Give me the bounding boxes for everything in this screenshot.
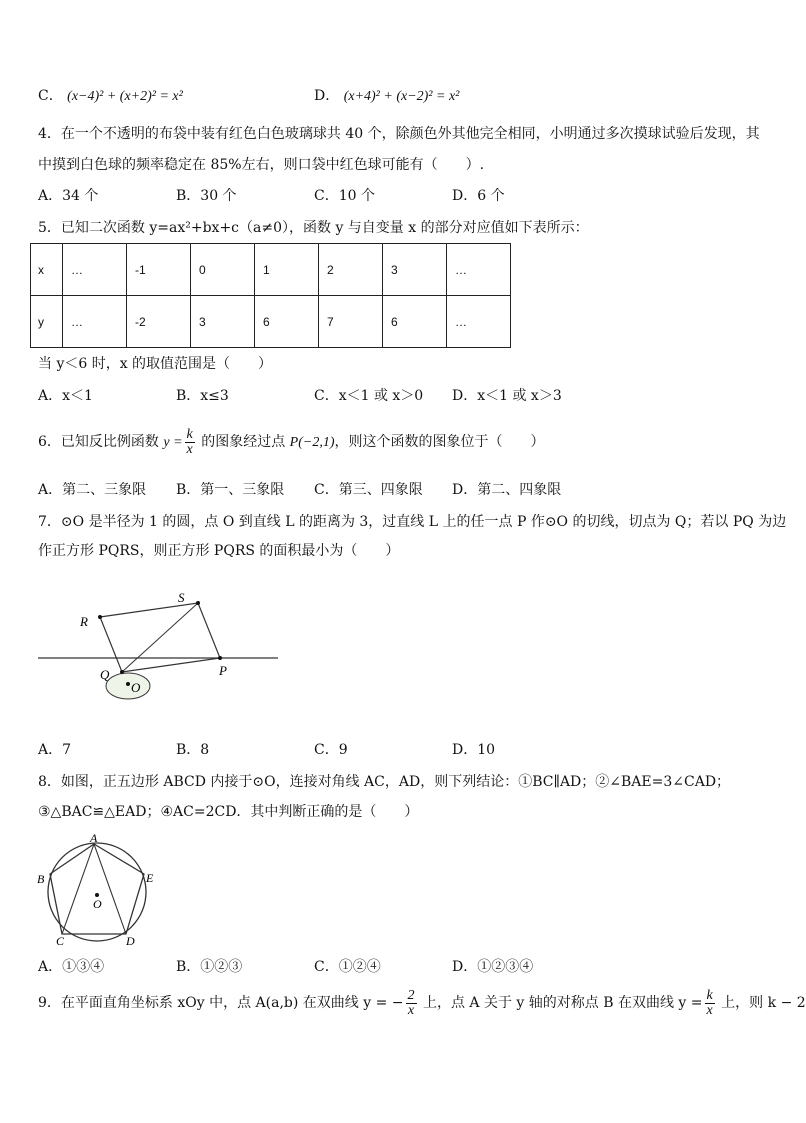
q9-stem xyxy=(38,985,806,1021)
q9-fraction-1-numerator: 2 xyxy=(407,987,415,1003)
table-cell: … xyxy=(447,296,511,348)
q4-option-a: A．34 个 xyxy=(38,188,99,204)
q3-option-d-expr: (x+4)² + (x−2)² = x² xyxy=(343,89,460,104)
q9-stem-part-c: 上，则 k − 2 xyxy=(716,995,806,1011)
q7-option-b: B．8 xyxy=(176,742,210,758)
table-cell: y xyxy=(31,296,63,348)
table-cell: … xyxy=(63,296,127,348)
q6-stem-part-a: 6．已知反比例函数 xyxy=(38,434,164,450)
diagonal-qs xyxy=(122,603,198,672)
q3-option-d-label: D． xyxy=(314,88,340,104)
q9-fraction-2 xyxy=(705,989,715,1018)
q6-option-c: C．第三、四象限 xyxy=(314,482,423,498)
q4-stem-line1: 4．在一个不透明的布袋中装有红色白色玻璃球共 40 个，除颜色外其他完全相同，小明通过多次摸球试验后发现，其 xyxy=(38,126,760,142)
q7-stem-line1: 7．⊙O 是半径为 1 的圆，点 O 到直线 L 的距离为 3，过直线 L 上的任一点 P 作⊙O 的切线，切点为 Q；若以 PQ 为边 xyxy=(38,514,787,530)
q5-option-d: D．x＜1 或 x＞3 xyxy=(452,388,562,404)
q6-fraction xyxy=(185,428,195,457)
q4-option-d: D．6 个 xyxy=(452,188,505,204)
q5-question: 当 y＜6 时，x 的取值范围是（ ） xyxy=(38,356,273,372)
q5-option-c: C．x＜1 或 x＞0 xyxy=(314,388,424,404)
label-o: O xyxy=(93,897,102,911)
q9-fraction-2-denominator: x xyxy=(706,1002,713,1018)
q9-fraction-1-denominator: x xyxy=(407,1002,415,1018)
q7-option-d: D．10 xyxy=(452,742,496,758)
q6-stem-part-c: ，则这个函数的图象位于（ ） xyxy=(334,434,545,450)
label-p: P xyxy=(219,663,227,678)
label-o: O xyxy=(131,680,141,695)
q8-option-d: D．①②③④ xyxy=(452,959,534,975)
q6-stem-part-b: 的图象经过点 xyxy=(196,434,290,450)
q4-option-c: C．10 个 xyxy=(314,188,375,204)
q6-option-b: B．第一、三象限 xyxy=(176,482,285,498)
label-d: D xyxy=(126,934,135,948)
table-cell: 3 xyxy=(191,296,255,348)
label-e: E xyxy=(146,871,154,885)
q6-option-a: A．第二、三象限 xyxy=(38,482,147,498)
q6-fraction-numerator: k xyxy=(186,426,193,442)
q3-option-c-expr: (x−4)² + (x+2)² = x² xyxy=(67,89,183,104)
q7-figure xyxy=(30,585,290,705)
table-cell: 1 xyxy=(255,244,319,296)
label-a: A xyxy=(90,831,98,845)
table-cell: -2 xyxy=(127,296,191,348)
q6-point: P(−2,1) xyxy=(289,435,335,450)
diagonal-ad xyxy=(94,844,126,934)
q7-option-a: A．7 xyxy=(38,742,72,758)
table-cell: -1 xyxy=(127,244,191,296)
pentagon-abcde xyxy=(50,844,144,934)
q8-option-c: C．①②④ xyxy=(314,959,381,975)
q6-option-d: D．第二、四象限 xyxy=(452,482,562,498)
table-row xyxy=(31,244,511,296)
q5-stem: 5．已知二次函数 y=ax²+bx+c（a≠0），函数 y 与自变量 x 的部分对应值如下表所示： xyxy=(38,220,589,236)
q9-fraction-1 xyxy=(406,989,417,1018)
q9-stem-part-a: 9．在平面直角坐标系 xOy 中，点 A(a,b) 在双曲线 y = − xyxy=(38,995,404,1011)
q6-stem xyxy=(38,424,544,461)
q8-option-b: B．①②③ xyxy=(176,959,243,975)
table-cell: 6 xyxy=(383,296,447,348)
q5-option-b: B．x≤3 xyxy=(176,388,229,404)
q5-value-table xyxy=(30,243,511,348)
label-s: S xyxy=(178,590,185,605)
q7-stem-line2: 作正方形 PQRS，则正方形 PQRS 的面积最小为（ ） xyxy=(38,543,400,559)
circumcircle xyxy=(48,843,146,941)
q8-figure xyxy=(30,830,170,950)
diagonal-ac xyxy=(62,844,94,934)
table-cell: 7 xyxy=(319,296,383,348)
table-row xyxy=(31,296,511,348)
table-cell: … xyxy=(63,244,127,296)
q9-stem-part-b: 上，点 A 关于 y 轴的对称点 B 在双曲线 y = xyxy=(418,995,703,1011)
label-c: C xyxy=(56,934,65,948)
q6-fraction-denominator: x xyxy=(186,441,193,457)
q4-stem-line2: 中摸到白色球的频率稳定在 85%左右，则口袋中红色球可能有（ ）. xyxy=(38,157,485,173)
q3-option-d xyxy=(314,86,459,107)
q4-option-b: B．30 个 xyxy=(176,188,237,204)
table-cell: x xyxy=(31,244,63,296)
q3-option-c xyxy=(38,86,183,107)
table-cell: 2 xyxy=(319,244,383,296)
q8-option-a: A．①③④ xyxy=(38,959,105,975)
table-cell: 6 xyxy=(255,296,319,348)
table-cell: 0 xyxy=(191,244,255,296)
q7-option-c: C．9 xyxy=(314,742,348,758)
table-cell: … xyxy=(447,244,511,296)
q6-function-lhs: y = xyxy=(163,435,183,450)
label-q: Q xyxy=(100,667,110,682)
q3-option-c-label: C． xyxy=(38,88,63,104)
label-r: R xyxy=(80,614,88,629)
q8-stem-line2: ③△BAC≌△EAD；④AC=2CD．其中判断正确的是（ ） xyxy=(38,804,419,820)
table-cell: 3 xyxy=(383,244,447,296)
q5-option-a: A．x＜1 xyxy=(38,388,93,404)
label-b: B xyxy=(37,872,45,886)
q9-fraction-2-numerator: k xyxy=(706,987,713,1003)
q8-stem-line1: 8．如图，正五边形 ABCD 内接于⊙O，连接对角线 AC，AD，则下列结论：①BC∥AD；②∠BAE=3∠CAD； xyxy=(38,774,731,790)
